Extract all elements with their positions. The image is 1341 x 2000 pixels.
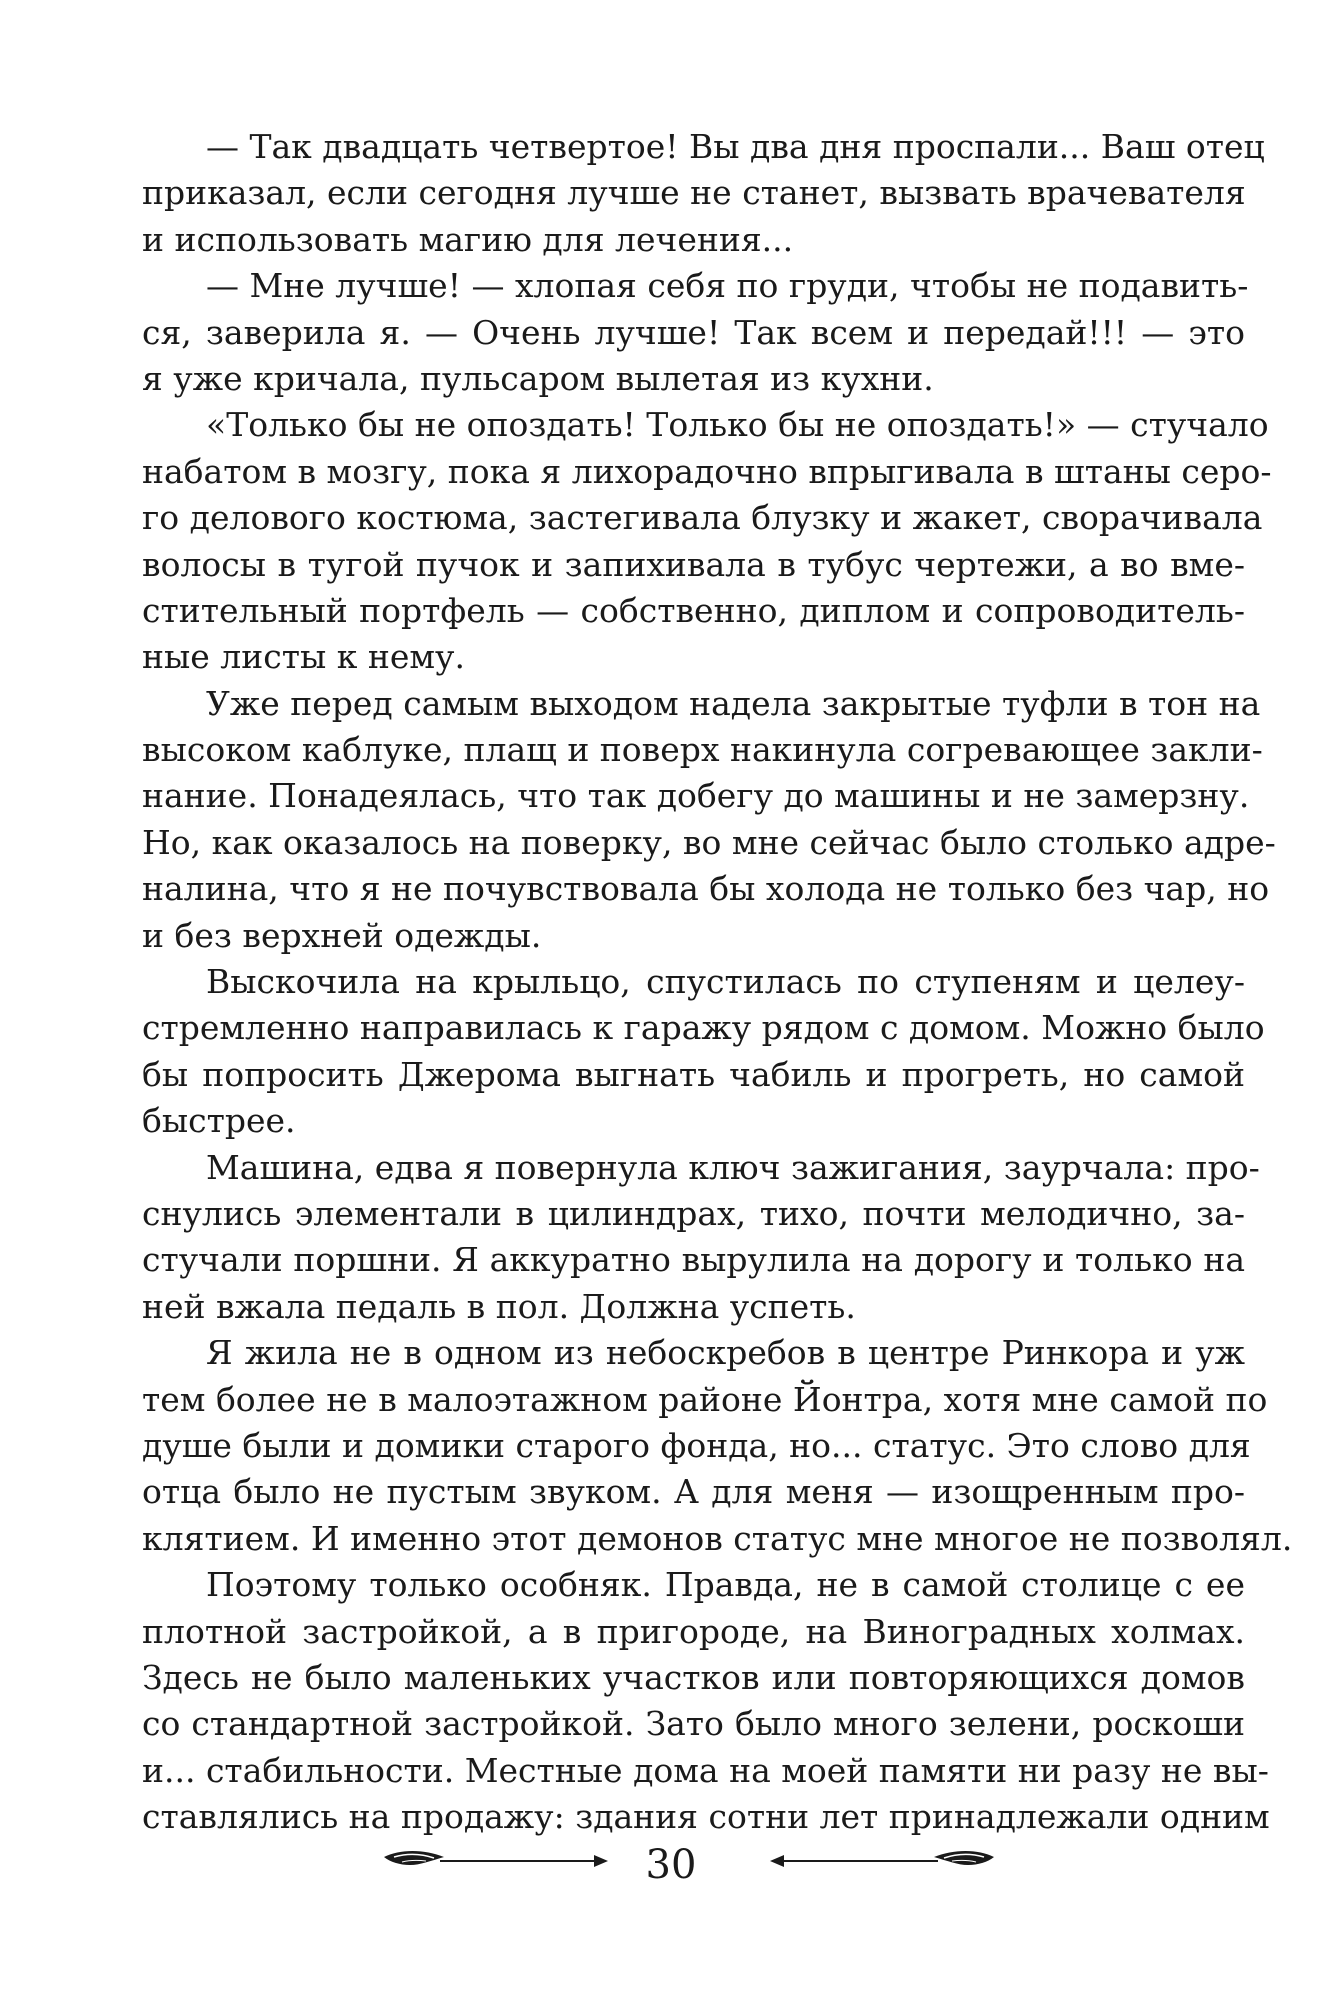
text-line: и без верхней одежды. [142,915,542,955]
text-line: ные листы к нему. [142,637,465,677]
text-line: волосы в тугой пучок и запихивала в тубус чертежи, а во вме- [142,544,1245,584]
page-number: 30 [645,1842,697,1888]
text-line: бы попросить Джерома выгнать чабиль и прогреть, но самой [142,1054,1245,1094]
text-line: стремленно направилась к гаражу рядом с домом. Можно было [142,1008,1265,1048]
text-line: отца было не пустым звуком. А для меня — изощренным про- [142,1472,1245,1512]
text-line: налина, что я не почувствовала бы холода не только без чар, но [142,869,1270,909]
text-line: снулись элементали в цилиндрах, тихо, почти мелодично, за- [142,1193,1245,1233]
text-line: Выскочила на крыльцо, спустилась по ступеням и целеу- [206,962,1245,1002]
text-line: нание. Понадеялась, что так добегу до машины и не замерзну. [142,776,1250,816]
text-line: набатом в мозгу, пока я лихорадочно впрыгивала в штаны серо- [142,451,1272,491]
text-line: ней вжала педаль в пол. Должна успеть. [142,1286,856,1326]
text-line: и... стабильности. Местные дома на моей памяти ни разу не вы- [142,1750,1269,1790]
text-line: высоком каблуке, плащ и поверх накинула согревающее закли- [142,730,1263,770]
text-line: — Мне лучше! — хлопая себя по груди, чтобы не подавить- [206,266,1249,306]
feather-arrow-right-icon [768,1843,998,1883]
text-line: Уже перед самым выходом надела закрытые туфли в тон на [206,683,1261,723]
text-line: быстрее. [142,1101,296,1141]
text-line: Я жила не в одном из небоскребов в центре Ринкора и уж [206,1333,1245,1373]
text-line: — Так двадцать четвертое! Вы два дня проспали... Ваш отец [206,127,1265,166]
body-text [142,124,1293,1840]
text-line: Машина, едва я повернула ключ зажигания, заурчала: про- [206,1147,1260,1187]
text-line: го делового костюма, застегивала блузку и жакет, сворачивала [142,498,1263,538]
text-line: ся, заверила я. — Очень лучше! Так всем и передай!!! — это [142,312,1245,352]
text-line: «Только бы не опоздать! Только бы не опоздать!» — стучало [206,405,1269,445]
text-line: Но, как оказалось на поверку, во мне сейчас было столько адре- [142,822,1276,862]
text-line: Поэтому только особняк. Правда, не в самой столице с ее [206,1565,1245,1605]
text-line: приказал, если сегодня лучше не станет, вызвать врачевателя [142,173,1246,213]
text-line: клятием. И именно этот демонов статус мне многое не позволял. [142,1518,1293,1558]
text-line: со стандартной застройкой. Зато было много зелени, роскоши [142,1704,1245,1744]
text-line: душе были и домики старого фонда, но... статус. Это слово для [142,1425,1251,1465]
feather-arrow-left-icon [380,1843,610,1883]
text-line: ставлялись на продажу: здания сотни лет принадлежали одним [142,1797,1270,1837]
text-line: и использовать магию для лечения... [142,219,794,259]
text-line: стучали поршни. Я аккуратно вырулила на дорогу и только на [142,1240,1245,1280]
text-line: тем более не в малоэтажном районе Йонтра, хотя мне самой по [142,1379,1268,1419]
page-footer [0,1835,1341,1895]
text-line: плотной застройкой, а в пригороде, на Виноградных холмах. [142,1611,1245,1651]
text-line: стительный портфель — собственно, диплом и сопроводитель- [142,590,1245,630]
text-line: Здесь не было маленьких участков или повторяющихся домов [142,1657,1245,1697]
text-line: я уже кричала, пульсаром вылетая из кухни. [142,358,934,398]
